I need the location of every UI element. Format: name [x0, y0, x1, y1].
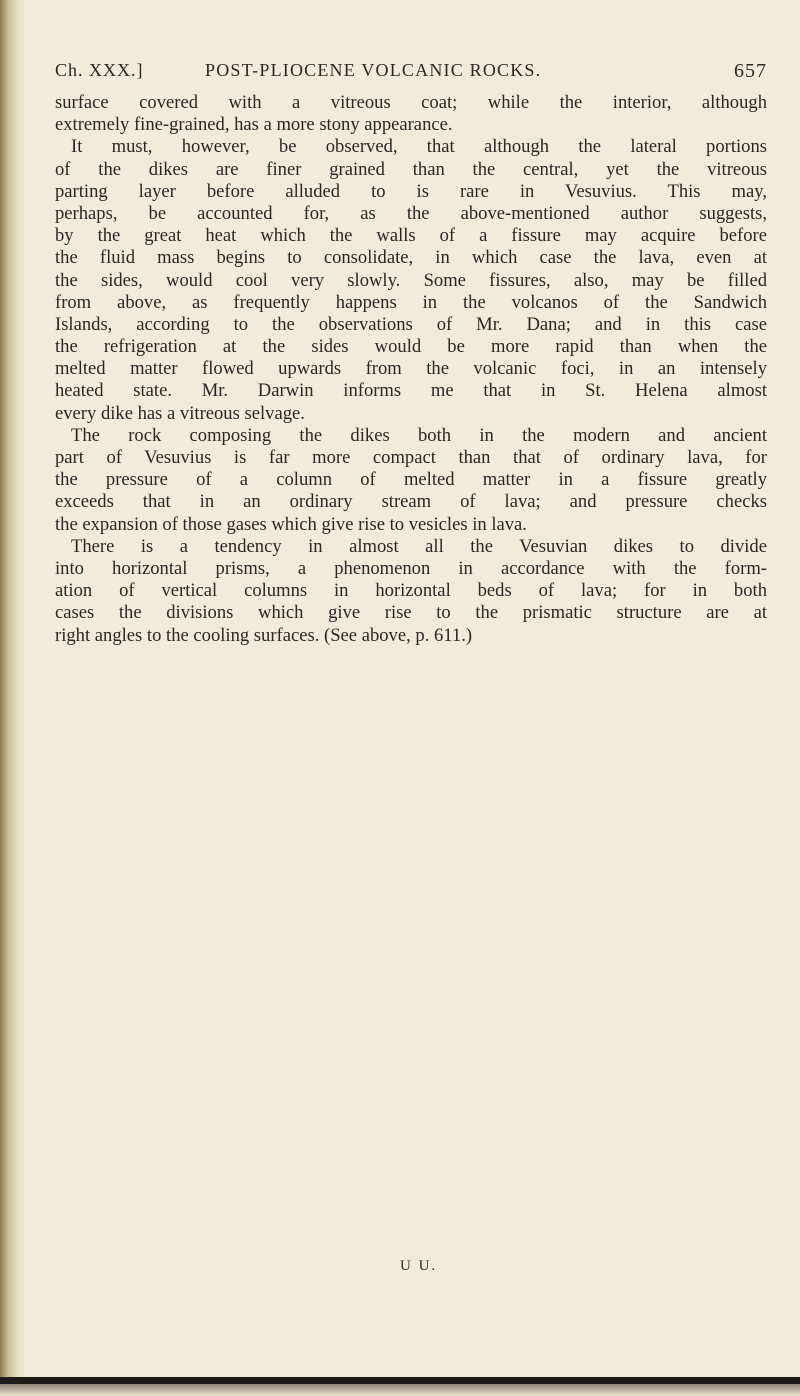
text-line: exceeds that in an ordinary stream of lava; and pressure checks [55, 491, 767, 513]
printer-signature: U U. [400, 1258, 438, 1274]
text-line: the refrigeration at the sides would be more rapid than when the [55, 336, 767, 358]
text-line: every dike has a vitreous selvage. [55, 402, 305, 424]
bottom-edge-rule [0, 1377, 800, 1384]
running-title: POST-PLIOCENE VOLCANIC ROCKS. [205, 60, 542, 80]
text-line: from above, as frequently happens in the volcanos of the Sandwich [55, 291, 767, 313]
running-head [55, 60, 767, 86]
text-line: The rock composing the dikes both in the modern and ancient [71, 424, 767, 446]
text-line: It must, however, be observed, that although the lateral portions [71, 136, 767, 158]
text-line: cases the divisions which give rise to the prismatic structure are at [55, 602, 767, 624]
body-text [55, 92, 767, 647]
text-line: surface covered with a vitreous coat; while the interior, although [55, 92, 767, 113]
text-line: Islands, according to the observations of Mr. Dana; and in this case [55, 313, 767, 335]
text-line: parting layer before alluded to is rare in Vesuvius. This may, [55, 180, 767, 202]
bottom-edge-shadow [0, 1384, 800, 1396]
text-line: heated state. Mr. Darwin informs me that in St. Helena almost [55, 380, 767, 402]
text-line: the fluid mass begins to consolidate, in which case the lava, even at [55, 247, 767, 269]
text-line: of the dikes are finer grained than the central, yet the vitreous [55, 158, 767, 180]
text-line: the sides, would cool very slowly. Some fissures, also, may be filled [55, 269, 767, 291]
text-line: the pressure of a column of melted matter in a fissure greatly [55, 469, 767, 491]
text-line: There is a tendency in almost all the Vesuvian dikes to divide [71, 535, 767, 557]
text-line: the expansion of those gases which give rise to vesicles in lava. [55, 513, 527, 535]
text-line: melted matter flowed upwards from the volcanic foci, in an intensely [55, 358, 767, 380]
chapter-reference: Ch. XXX.] [55, 60, 144, 80]
text-line: ation of vertical columns in horizontal beds of lava; for in both [55, 580, 767, 602]
text-line: perhaps, be accounted for, as the above-mentioned author suggests, [55, 202, 767, 224]
text-line: into horizontal prisms, a phenomenon in accordance with the form- [55, 557, 767, 579]
text-line: right angles to the cooling surfaces. (See above, p. 611.) [55, 624, 473, 646]
text-line: part of Vesuvius is far more compact than that of ordinary lava, for [55, 447, 767, 468]
text-line: by the great heat which the walls of a fissure may acquire before [55, 225, 767, 247]
text-line: extremely fine-grained, has a more stony appearance. [55, 114, 453, 136]
page-number: 657 [734, 60, 767, 82]
binding-gutter-shadow [0, 0, 26, 1396]
